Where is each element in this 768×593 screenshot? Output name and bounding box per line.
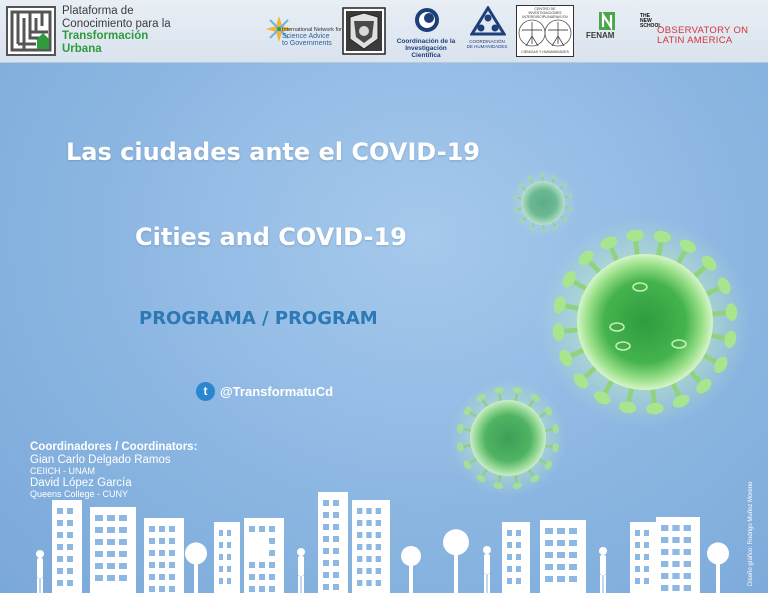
cic-line1: Coordinación de la xyxy=(396,38,456,45)
unam-seal-logo xyxy=(342,7,386,55)
platform-name-line2: Conocimiento para la xyxy=(62,17,171,30)
ingsa-label xyxy=(282,27,344,47)
platform-name-line1: Plataforma de xyxy=(62,5,134,17)
humanidades-logo xyxy=(470,6,506,36)
platform-name-line3: Transformación xyxy=(62,30,149,42)
observatory-line2: LATIN AMERICA xyxy=(657,34,733,46)
title-spanish: Las ciudades ante el COVID-19 xyxy=(66,138,480,166)
new-school-line2: NEW xyxy=(640,18,652,24)
fenam-logo xyxy=(599,12,615,30)
observatory-line1: OBSERVATORY ON xyxy=(657,25,749,36)
humanidades-label xyxy=(462,39,512,49)
design-credit: Diseño gráfico: Rodrigo Muñoz Moreno xyxy=(748,481,754,586)
platform-maze-logo xyxy=(6,6,56,56)
twitter-handle[interactable]: @TransformatuCd xyxy=(220,383,334,399)
coordinator-affiliation: Queens College - CUNY xyxy=(30,489,129,499)
ingsa-line3: to Governments xyxy=(282,40,332,47)
ceiich-line2: INTERDISCIPLINARIAS EN xyxy=(522,15,568,19)
platform-name-line4: Urbana xyxy=(62,42,102,55)
vitruvian-man-icon xyxy=(518,16,572,50)
coordinator-name: Gian Carlo Delgado Ramos xyxy=(30,454,171,466)
new-school-line1: THE xyxy=(640,13,650,19)
ceiich-bottom-label: CIENCIAS Y HUMANIDADES xyxy=(521,50,569,54)
title-english: Cities and COVID-19 xyxy=(135,223,407,251)
coordinator-name: David López García xyxy=(30,477,132,489)
cic-label xyxy=(390,38,462,59)
ceiich-logo xyxy=(516,5,574,57)
humanidades-line2: DE HUMANIDADES xyxy=(466,44,508,49)
twitter-handle-row[interactable] xyxy=(196,381,333,401)
sponsor-header xyxy=(0,0,768,63)
program-subtitle: PROGRAMA / PROGRAM xyxy=(139,308,378,329)
ingsa-line2: Science Advice xyxy=(282,33,330,40)
fenam-label: FENAM xyxy=(586,31,615,40)
coordinator-affiliation: CEIICH - UNAM xyxy=(30,466,95,476)
ceiich-line1: CENTRO DE INVESTIGACIONES xyxy=(528,7,562,15)
cic-line2: Investigación Científica xyxy=(405,45,447,59)
ingsa-line1: International Network for xyxy=(282,27,342,33)
humanidades-line1: COORDINACIÓN xyxy=(469,39,505,44)
observatory-label xyxy=(657,26,767,45)
twitter-icon: t xyxy=(196,382,215,401)
platform-name xyxy=(62,5,192,55)
cic-logo xyxy=(412,6,442,34)
new-school-line3: SCHOOL xyxy=(640,23,662,29)
coordinators-block xyxy=(30,441,197,500)
coordinators-heading: Coordinadores / Coordinators: xyxy=(30,441,198,453)
